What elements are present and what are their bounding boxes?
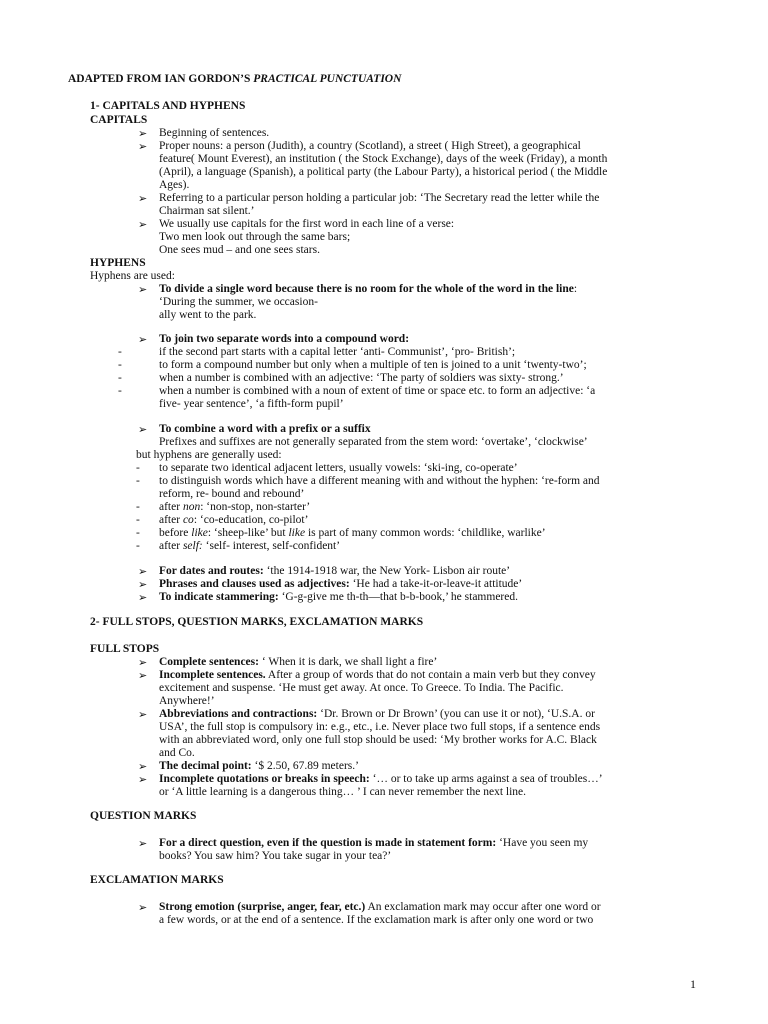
full-stop-rule: Incomplete quotations or breaks in speech: ‘… or to take up arms against a sea of troubles…’ bbox=[159, 773, 603, 785]
bullet-arrow-icon: ➢ bbox=[138, 219, 148, 231]
bullet-arrow-icon: ➢ bbox=[138, 424, 148, 436]
list-item: to form a compound number but only when a multiple of ten is joined to a unit ‘twenty-two’; bbox=[159, 359, 587, 371]
bullet-arrow-icon: ➢ bbox=[138, 761, 148, 773]
hyphens-heading: HYPHENS bbox=[90, 257, 146, 269]
capitals-item: Beginning of sentences. bbox=[159, 127, 270, 139]
dash-bullet: - bbox=[136, 514, 140, 526]
bullet-arrow-icon: ➢ bbox=[138, 334, 148, 346]
paragraph-line: books? You saw him? You take sugar in your tea?’ bbox=[159, 850, 392, 862]
list-item: after non: ‘non-stop, non-starter’ bbox=[159, 501, 311, 513]
verse-line: Two men look out through the same bars; bbox=[159, 231, 351, 243]
hyphens-intro: Hyphens are used: bbox=[90, 270, 175, 282]
paragraph-line: excitement and suspense. ‘He must get away. At once. To Greece. To India. The Pacific. bbox=[159, 682, 564, 694]
paragraph-line: Prefixes and suffixes are not generally separated from the stem word: ‘overtake’, ‘clockwise’ bbox=[159, 436, 588, 448]
capitals-heading: CAPITALS bbox=[90, 114, 148, 126]
bullet-arrow-icon: ➢ bbox=[138, 709, 148, 721]
dash-bullet: - bbox=[136, 540, 140, 552]
paragraph-line: or ‘A little learning is a dangerous thing… ’ I can never remember the next line. bbox=[159, 786, 527, 798]
hyphen-rule-divide: To divide a single word because there is no room for the whole of the word in the line: bbox=[159, 283, 578, 295]
bullet-arrow-icon: ➢ bbox=[138, 128, 148, 140]
section-1-heading: 1- CAPITALS AND HYPHENS bbox=[90, 100, 246, 112]
dash-bullet: - bbox=[118, 346, 122, 358]
page-number: 1 bbox=[690, 977, 696, 991]
list-item: after self: ‘self- interest, self-confident’ bbox=[159, 540, 341, 552]
paragraph-line: USA’, the full stop is compulsory in: e.g., etc., i.e. Never place two full stops, if a sentence ends bbox=[159, 721, 601, 733]
example-line: ally went to the park. bbox=[159, 309, 257, 321]
hyphen-rule-dates: For dates and routes: ‘the 1914-1918 war, the New York- Lisbon air route’ bbox=[159, 565, 511, 577]
hyphen-rule-combine: To combine a word with a prefix or a suffix bbox=[159, 423, 371, 435]
bullet-arrow-icon: ➢ bbox=[138, 566, 148, 578]
hyphen-rule-phrases: Phrases and clauses used as adjectives: ‘He had a take-it-or-leave-it attitude’ bbox=[159, 578, 523, 590]
dash-bullet: - bbox=[118, 372, 122, 384]
bullet-arrow-icon: ➢ bbox=[138, 838, 148, 850]
dash-bullet: - bbox=[136, 501, 140, 513]
paragraph-line: a few words, or at the end of a sentence. If the exclamation mark is after only one word or two bbox=[159, 914, 594, 926]
list-item: before like: ‘sheep-like’ but like is part of many common words: ‘childlike, warlike’ bbox=[159, 527, 546, 539]
question-marks-heading: QUESTION MARKS bbox=[90, 810, 197, 822]
capitals-item: We usually use capitals for the first word in each line of a verse: bbox=[159, 218, 455, 230]
list-item: to distinguish words which have a different meaning with and without the hyphen: ‘re-form and bbox=[159, 475, 600, 487]
list-item: to separate two identical adjacent letters, usually vowels: ‘ski-ing, co-operate’ bbox=[159, 462, 518, 474]
list-item: five- year sentence’, ‘a fifth-form pupil’ bbox=[159, 398, 344, 410]
exclamation-mark-rule: Strong emotion (surprise, anger, fear, etc.) An exclamation mark may occur after one word or bbox=[159, 901, 601, 913]
list-item: reform, re- bound and rebound’ bbox=[159, 488, 305, 500]
capitals-item: Ages). bbox=[159, 179, 190, 191]
dash-bullet: - bbox=[118, 359, 122, 371]
verse-line: One sees mud – and one sees stars. bbox=[159, 244, 320, 256]
bullet-arrow-icon: ➢ bbox=[138, 670, 148, 682]
capitals-item: (April), a language (Spanish), a political party (the Labour Party), a historical period ( the Middle bbox=[159, 166, 608, 178]
capitals-item: Proper nouns: a person (Judith), a country (Scotland), a street ( High Street), a geographical bbox=[159, 140, 581, 152]
bullet-arrow-icon: ➢ bbox=[138, 579, 148, 591]
bullet-arrow-icon: ➢ bbox=[138, 141, 148, 153]
list-item: when a number is combined with a noun of extent of time or space etc. to form an adjective: ‘a bbox=[159, 385, 596, 397]
paragraph-line: but hyphens are generally used: bbox=[136, 449, 282, 461]
full-stop-rule: The decimal point: ‘$ 2.50, 67.89 meters.’ bbox=[159, 760, 359, 772]
exclamation-marks-heading: EXCLAMATION MARKS bbox=[90, 874, 224, 886]
capitals-item: Referring to a particular person holding a particular job: ‘The Secretary read the letter while the bbox=[159, 192, 600, 204]
full-stops-heading: FULL STOPS bbox=[90, 643, 160, 655]
dash-bullet: - bbox=[136, 462, 140, 474]
paragraph-line: and Co. bbox=[159, 747, 195, 759]
list-item: when a number is combined with an adjective: ‘The party of soldiers was sixty- strong.’ bbox=[159, 372, 564, 384]
bullet-arrow-icon: ➢ bbox=[138, 902, 148, 914]
bullet-arrow-icon: ➢ bbox=[138, 193, 148, 205]
bullet-arrow-icon: ➢ bbox=[138, 774, 148, 786]
dash-bullet: - bbox=[118, 385, 122, 397]
document-title: ADAPTED FROM IAN GORDON’S PRACTICAL PUNCTUATION bbox=[68, 73, 402, 85]
paragraph-line: with an abbreviated word, only one full stop should be used: ‘My brother works for A.C. Black bbox=[159, 734, 597, 746]
bullet-arrow-icon: ➢ bbox=[138, 592, 148, 604]
dash-bullet: - bbox=[136, 527, 140, 539]
hyphen-rule-stammer: To indicate stammering: ‘G-g-give me th-th—that b-b-book,’ he stammered. bbox=[159, 591, 518, 603]
paragraph-line: Anywhere!’ bbox=[159, 695, 215, 707]
full-stop-rule: Complete sentences: ‘ When it is dark, we shall light a fire’ bbox=[159, 656, 438, 668]
question-mark-rule: For a direct question, even if the question is made in statement form: ‘Have you seen my bbox=[159, 837, 589, 849]
bullet-arrow-icon: ➢ bbox=[138, 657, 148, 669]
capitals-item: Chairman sat silent.’ bbox=[159, 205, 255, 217]
dash-bullet: - bbox=[136, 475, 140, 487]
full-stop-rule: Abbreviations and contractions: ‘Dr. Brown or Dr Brown’ (you can use it or not), ‘U.S.A. or bbox=[159, 708, 595, 720]
list-item: if the second part starts with a capital letter ‘anti- Communist’, ‘pro- British’; bbox=[159, 346, 516, 358]
section-2-heading: 2- FULL STOPS, QUESTION MARKS, EXCLAMATION MARKS bbox=[90, 616, 424, 628]
capitals-item: feature( Mount Everest), an institution ( the Stock Exchange), days of the week (Friday), a month bbox=[159, 153, 608, 165]
full-stop-rule: Incomplete sentences. After a group of words that do not contain a main verb but they convey bbox=[159, 669, 596, 681]
hyphen-rule-join: To join two separate words into a compound word: bbox=[159, 333, 410, 345]
example-line: ‘During the summer, we occasion- bbox=[159, 296, 318, 308]
list-item: after co: ‘co-education, co-pilot’ bbox=[159, 514, 309, 526]
bullet-arrow-icon: ➢ bbox=[138, 284, 148, 296]
